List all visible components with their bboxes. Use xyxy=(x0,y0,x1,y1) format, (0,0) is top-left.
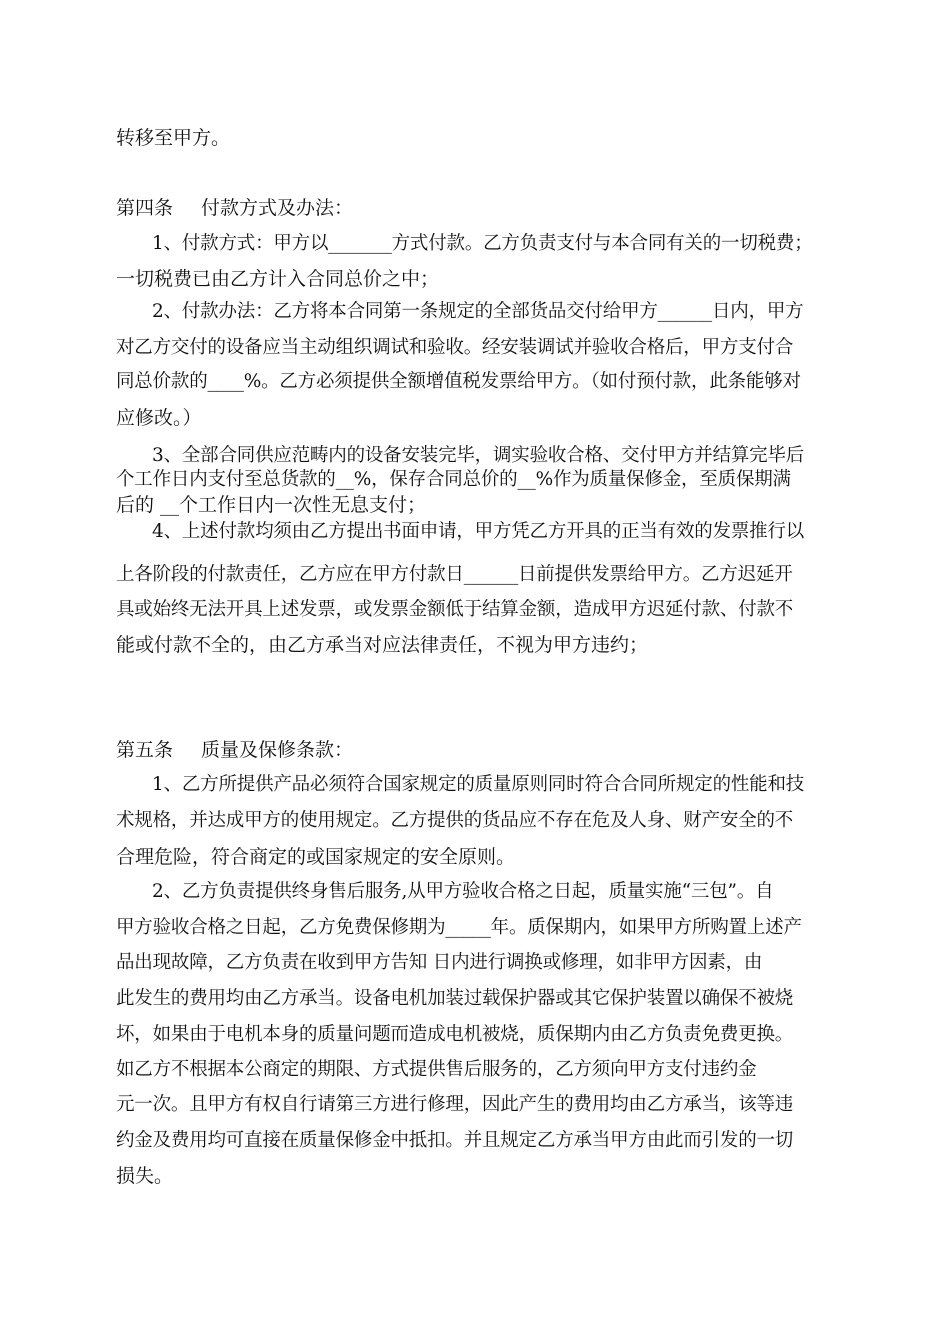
paragraph-line: 术规格，并达成甲方的使用规定。乙方提供的货品应不存在危及人身、财产安全的不 xyxy=(116,810,794,831)
paragraph-line: 对乙方交付的设备应当主动组织调试和验收。经安装调试并验收合格后，甲方支付合 xyxy=(116,337,794,358)
paragraph-line: 个工作日内支付至总货款的__%，保存合同总价的__%作为质量保修金，至质保期满 xyxy=(116,469,791,490)
paragraph-line: 损失。 xyxy=(116,1165,174,1187)
paragraph-line: 元一次。且甲方有权自行请第三方进行修理，因此产生的费用均由乙方承当，该等违 xyxy=(116,1094,794,1115)
paragraph-line: 3、全部合同供应范畴内的设备安装完毕，调实验收合格、交付甲方并结算完毕后 xyxy=(152,445,805,466)
paragraph-line: 2、付款办法：乙方将本合同第一条规定的全部货品交付给甲方______日内，甲方 xyxy=(152,301,804,322)
article-5-title: 质量及保修条款： xyxy=(201,739,354,761)
paragraph-line: 约金及费用均可直接在质量保修金中抵扣。并且规定乙方承当甲方由此而引发的一切 xyxy=(116,1130,794,1151)
article-4-title: 付款方式及办法： xyxy=(201,197,354,219)
paragraph-line: 1、付款方式：甲方以_______方式付款。乙方负责支付与本合同有关的一切税费； xyxy=(152,233,813,254)
article-5-number: 第五条 xyxy=(116,739,174,761)
article-4-number: 第四条 xyxy=(116,197,174,219)
paragraph-line: 一切税费已由乙方计入合同总价之中； xyxy=(116,268,440,290)
paragraph-line: 合理危险，符合商定的或国家规定的安全原则。 xyxy=(116,846,516,868)
paragraph-line: 品出现故障，乙方负责在收到甲方告知 日内进行调换或修理，如非甲方因素，由 xyxy=(116,952,763,973)
paragraph-line: 应修改。） xyxy=(116,407,202,429)
paragraph-line: 2、乙方负责提供终身售后服务,从甲方验收合格之日起，质量实施“三包”。自 xyxy=(152,881,774,902)
paragraph-line: 同总价款的____%。乙方必须提供全额增值税发票给甲方。（如付预付款，此条能够对 xyxy=(116,371,801,392)
paragraph-line: 后的 __个工作日内一次性无息支付； xyxy=(116,494,427,516)
article-5-heading xyxy=(116,738,846,762)
paragraph-line: 坏，如果由于电机本身的质量问题而造成电机被烧，质保期内由乙方负责免费更换。 xyxy=(116,1024,794,1045)
paragraph-line: 如乙方不根据本公商定的期限、方式提供售后服务的，乙方须向甲方支付违约金 xyxy=(116,1059,757,1080)
continuation-text: 转移至甲方。 xyxy=(116,127,231,149)
paragraph-line: 具或始终无法开具上述发票，或发票金额低于结算金额，造成甲方迟延付款、付款不 xyxy=(116,599,794,620)
paragraph-line: 1、乙方所提供产品必须符合国家规定的质量原则同时符合合同所规定的性能和技 xyxy=(152,774,805,795)
paragraph-line: 此发生的费用均由乙方承当。设备电机加装过载保护器或其它保护装置以确保不被烧 xyxy=(116,988,794,1009)
paragraph-line: 4、上述付款均须由乙方提出书面申请，甲方凭乙方开具的正当有效的发票推行以 xyxy=(152,521,805,542)
paragraph-line: 上各阶段的付款责任，乙方应在甲方付款日______日前提供发票给甲方。乙方迟延开 xyxy=(116,564,793,585)
article-4-heading xyxy=(116,196,846,220)
paragraph-line: 甲方验收合格之日起，乙方免费保修期为_____年。质保期内，如果甲方所购置上述产 xyxy=(116,917,802,938)
paragraph-line: 能或付款不全的，由乙方承当对应法律责任，不视为甲方违约； xyxy=(116,634,649,656)
